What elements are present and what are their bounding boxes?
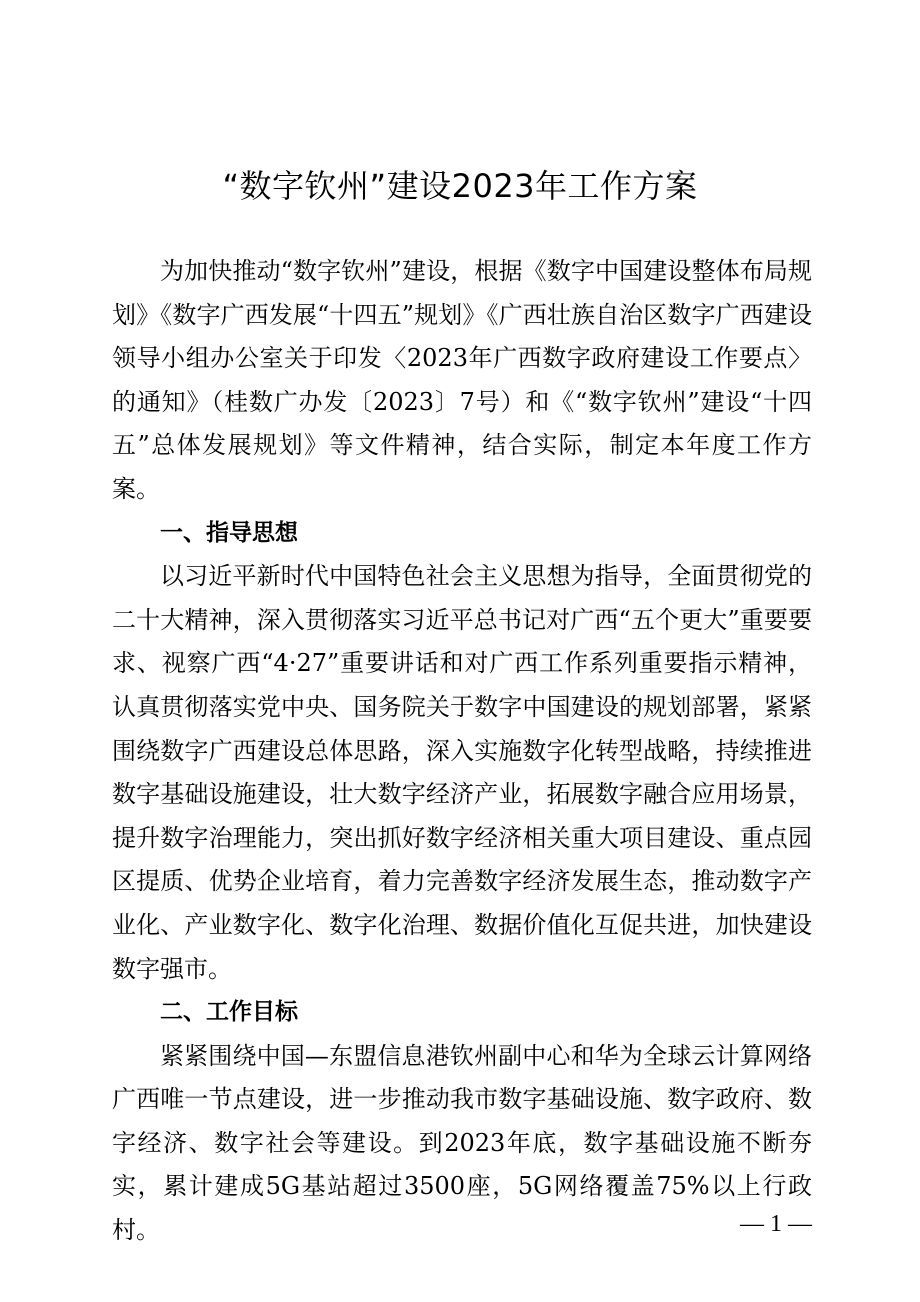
section-paragraph-work-goals: 紧紧围绕中国—东盟信息港钦州副中心和华为全球云计算网络广西唯一节点建设，进一步推动我市数字基础设施、数字政府、数字经济、数字社会等建设。到2023年底，数字基础设施不断夯实，累计建成5G基站超过3500座，5G网络覆盖75%以上行政村。 xyxy=(112,1041,812,1245)
section-heading-work-goals: 二、工作目标 xyxy=(160,999,298,1026)
intro-paragraph: 为加快推动“数字钦州”建设，根据《数字中国建设整体布局规划》《数字广西发展“十四五”规划》《广西壮族自治区数字广西建设领导小组办公室关于印发〈2023年广西数字政府建设工作要点〉的通知》（桂数广办发〔2023〕7号）和《“数字钦州”建设“十四五”总体发展规划》等文件精神，结合实际，制定本年度工作方案。 xyxy=(112,257,812,503)
document-title: “数字钦州”建设2023年工作方案 xyxy=(222,167,698,205)
section-heading-guiding-ideology: 一、指导思想 xyxy=(160,519,298,546)
page-number: — 1 — xyxy=(740,1211,812,1237)
section-paragraph-guiding-ideology: 以习近平新时代中国特色社会主义思想为指导，全面贯彻党的二十大精神，深入贯彻落实习近平总书记对广西“五个更大”重要要求、视察广西“4·27”重要讲话和对广西工作系列重要指示精神，认真贯彻落实党中央、国务院关于数字中国建设的规划部署，紧紧围绕数字广西建设总体思路，深入实施数字化转型战略，持续推进数字基础设施建设，壮大数字经济产业，拓展数字融合应用场景，提升数字治理能力，突出抓好数字经济相关重大项目建设、重点园区提质、优势企业培育，着力完善数字经济发展生态，推动数字产业化、产业数字化、数字化治理、数据价值化互促共进，加快建设数字强市。 xyxy=(112,562,812,983)
document-body xyxy=(112,250,812,1253)
